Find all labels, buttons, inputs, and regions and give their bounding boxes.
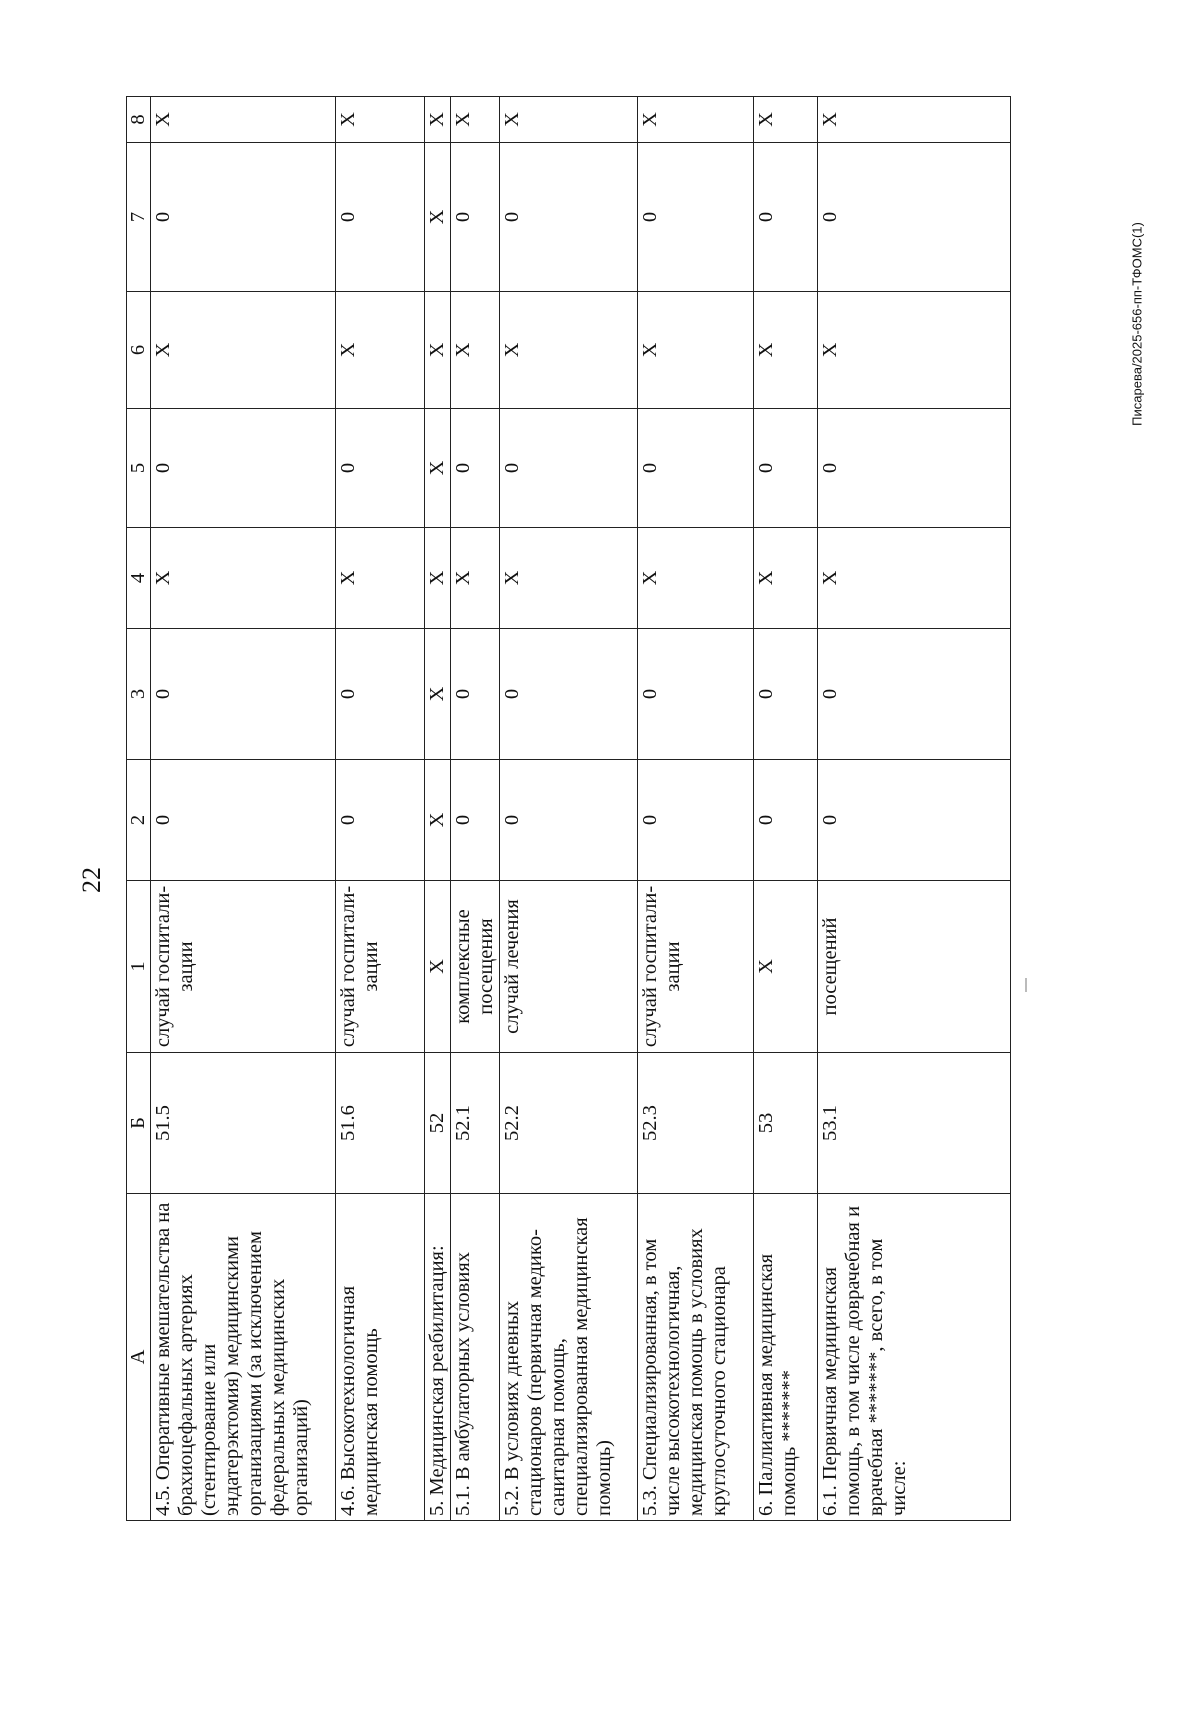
scan-artifact — [1025, 978, 1027, 992]
table-row — [425, 97, 451, 1521]
header-row — [127, 97, 151, 1521]
cell-col5: 0 — [151, 409, 336, 528]
row-unit: Х — [754, 881, 818, 1053]
row-unit: случай госпитали-зации — [638, 881, 754, 1053]
cell-col3: Х — [425, 629, 451, 760]
header-cell-1: 1 — [127, 881, 151, 1053]
cell-col6: Х — [500, 292, 638, 409]
cell-col4: Х — [638, 528, 754, 629]
cell-col5: 0 — [500, 409, 638, 528]
table-row — [451, 97, 500, 1521]
cell-col8: Х — [500, 97, 638, 143]
row-unit: комплексные посещения — [451, 881, 500, 1053]
cell-col2: 0 — [151, 760, 336, 881]
cell-col7: 0 — [818, 143, 1011, 292]
cell-col4: Х — [151, 528, 336, 629]
cell-col4: Х — [500, 528, 638, 629]
cell-col8: Х — [818, 97, 1011, 143]
document-footer — [1125, 224, 1149, 424]
cell-col4: Х — [425, 528, 451, 629]
row-code: 52.2 — [500, 1053, 638, 1194]
table-row — [336, 97, 425, 1521]
row-unit: случай лечения — [500, 881, 638, 1053]
header-cell-5: 5 — [127, 409, 151, 528]
cell-col3: 0 — [451, 629, 500, 760]
header-cell-b: Б — [127, 1053, 151, 1194]
cell-col5: Х — [425, 409, 451, 528]
header-cell-4: 4 — [127, 528, 151, 629]
cell-col6: Х — [151, 292, 336, 409]
cell-col6: Х — [754, 292, 818, 409]
cell-col2: 0 — [451, 760, 500, 881]
table-row — [754, 97, 818, 1521]
cell-col8: Х — [336, 97, 425, 143]
cell-col2: Х — [425, 760, 451, 881]
page-number: 22 — [77, 867, 106, 893]
row-label: 4.6. Высокотехнологичная медицинская помощь — [336, 1194, 425, 1521]
cell-col2: 0 — [500, 760, 638, 881]
cell-col7: 0 — [336, 143, 425, 292]
cell-col7: Х — [425, 143, 451, 292]
cell-col2: 0 — [336, 760, 425, 881]
cell-col4: Х — [754, 528, 818, 629]
header-cell-8: 8 — [127, 97, 151, 143]
rotated-table-wrapper — [126, 97, 1011, 1521]
cell-col6: Х — [638, 292, 754, 409]
cell-col4: Х — [818, 528, 1011, 629]
cell-col8: Х — [151, 97, 336, 143]
cell-col5: 0 — [336, 409, 425, 528]
row-unit: случай госпитали-зации — [151, 881, 336, 1053]
cell-col8: Х — [425, 97, 451, 143]
row-code: 53.1 — [818, 1053, 1011, 1194]
cell-col3: 0 — [151, 629, 336, 760]
row-label: 5.2. В условиях дневных стационаров (первичная медико-санитарная помощь, специализированная медицинская помощь) — [500, 1194, 638, 1521]
header-cell-3: 3 — [127, 629, 151, 760]
row-label: 4.5. Оперативные вмешательства на брахиоцефальных артериях (стентирование или эндатерэктомия) медицинскими организациями (за исключением федеральных медицинских организаций) — [151, 1194, 336, 1521]
table-row — [151, 97, 336, 1521]
cell-col7: 0 — [151, 143, 336, 292]
cell-col4: Х — [336, 528, 425, 629]
table-row — [818, 97, 1011, 1521]
cell-col5: 0 — [754, 409, 818, 528]
cell-col5: 0 — [638, 409, 754, 528]
cell-col7: 0 — [638, 143, 754, 292]
row-code: 52.3 — [638, 1053, 754, 1194]
header-cell-a: А — [127, 1194, 151, 1521]
header-cell-7: 7 — [127, 143, 151, 292]
cell-col5: 0 — [818, 409, 1011, 528]
cell-col3: 0 — [500, 629, 638, 760]
cell-col8: Х — [754, 97, 818, 143]
footer-code: Писарева/2025-656-пп-ТФОМС(1) — [1129, 222, 1145, 426]
table-row — [500, 97, 638, 1521]
cell-col8: Х — [451, 97, 500, 143]
row-label: 5. Медицинская реабилитация: — [425, 1194, 451, 1521]
cell-col3: 0 — [754, 629, 818, 760]
row-code: 51.5 — [151, 1053, 336, 1194]
cell-col7: 0 — [754, 143, 818, 292]
row-label: 5.3. Специализированная, в том числе высокотехнологичная, медицинская помощь в условиях круглосуточного стационара — [638, 1194, 754, 1521]
table-row — [638, 97, 754, 1521]
row-label: 6.1. Первичная медицинская помощь, в том числе доврачебная и врачебная *******, всего, в том числе: — [818, 1194, 1011, 1521]
row-code: 52 — [425, 1053, 451, 1194]
table-container — [126, 97, 1011, 1521]
cell-col3: 0 — [818, 629, 1011, 760]
row-unit: посещений — [818, 881, 1011, 1053]
cell-col3: 0 — [336, 629, 425, 760]
cell-col6: Х — [451, 292, 500, 409]
cell-col2: 0 — [818, 760, 1011, 881]
row-label: 5.1. В амбулаторных условиях — [451, 1194, 500, 1521]
row-code: 51.6 — [336, 1053, 425, 1194]
row-unit: Х — [425, 881, 451, 1053]
header-cell-6: 6 — [127, 292, 151, 409]
data-table — [126, 96, 1011, 1521]
cell-col4: Х — [451, 528, 500, 629]
cell-col5: 0 — [451, 409, 500, 528]
row-label: 6. Паллиативная медицинская помощь ******* — [754, 1194, 818, 1521]
cell-col8: Х — [638, 97, 754, 143]
cell-col7: 0 — [500, 143, 638, 292]
cell-col3: 0 — [638, 629, 754, 760]
cell-col7: 0 — [451, 143, 500, 292]
header-cell-2: 2 — [127, 760, 151, 881]
row-code: 53 — [754, 1053, 818, 1194]
cell-col2: 0 — [638, 760, 754, 881]
row-unit: случай госпитали-зации — [336, 881, 425, 1053]
cell-col2: 0 — [754, 760, 818, 881]
cell-col6: Х — [818, 292, 1011, 409]
cell-col6: Х — [336, 292, 425, 409]
cell-col6: Х — [425, 292, 451, 409]
row-code: 52.1 — [451, 1053, 500, 1194]
